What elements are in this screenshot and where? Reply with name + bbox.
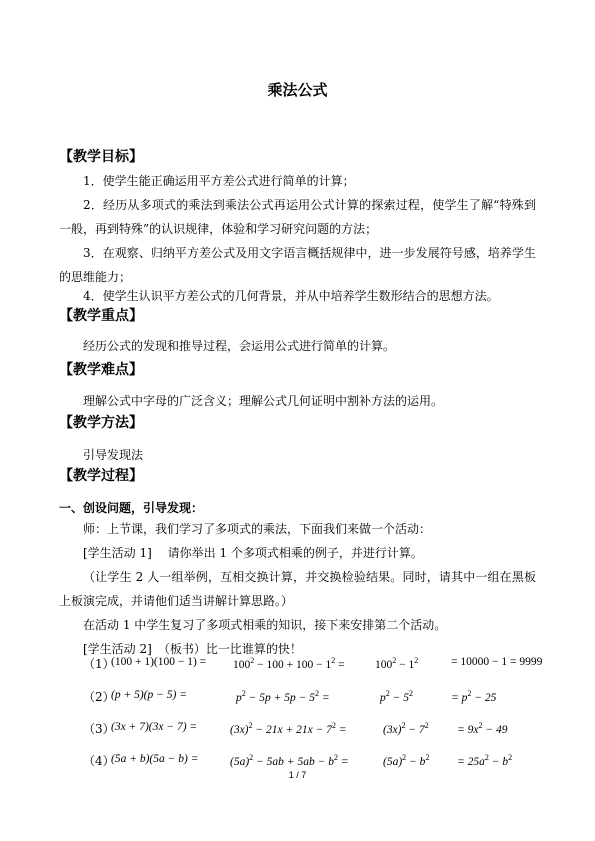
page-number: 1 / 7 [288,770,307,780]
process-para-3: （让学生 2 人一组举例，互相交换计算，并交换检验结果。同时，请其中一组在黑板上板演完成，并请他们适当讲解计算思路。） [59,570,536,608]
goal-1: 1．使学生能正确运用平方差公式进行简单的计算； [83,174,355,188]
equation-label-4: （4） [83,754,115,768]
equation-3-step1: $(3x)^2 - 21x + 21x - 7^2$ = [230,721,347,736]
equation-4-expr: (5a + b)(5a − b) = [111,753,199,765]
goal-2: 2．经历从多项式的乘法到乘法公式再运用公式计算的探索过程，使学生了解“特殊到一般，再到特殊”的认识规律，体验和学习研究问题的方法； [59,198,536,236]
process-para-4: 在活动 1 中学生复习了多项式相乘的知识，接下来安排第二个活动。 [83,618,447,632]
goal-3: 3．在观察、归纳平方差公式及用文字语言概括规律中，进一步发展符号感，培养学生的思维能力； [59,246,536,284]
section-heading-goals: 【教学目标】 [59,149,143,165]
equation-label-1: （1） [83,657,115,671]
equation-label-2: （2） [83,690,115,704]
equation-4-result: = $25a^2 - b^2$ [457,753,513,768]
process-step-1: 一、创设问题，引导发现： [59,501,204,515]
section-heading-key: 【教学重点】 [59,308,143,324]
equation-2-expr: (p + 5)(p − 5) = [111,689,187,701]
goal-4: 4．使学生认识平方差公式的几何背景，并从中培养学生数形结合的思想方法。 [83,289,499,303]
process-para-2: [学生活动 1] 请你举出 1 个多项式相乘的例子，并进行计算。 [83,546,423,560]
equation-3-result: = $9x^2 - 49$ [457,721,508,736]
method-text: 引导发现法 [83,448,144,462]
equation-1-expr: (100 + 1)(100 − 1) = [111,656,207,668]
process-para-1: 师：上节课，我们学习了多项式的乘法，下面我们来做一个活动： [83,522,432,536]
equation-2-step2: $p^2 - 5^2$ [380,689,414,704]
equation-1-result: = 10000 − 1 = 9999 [451,656,543,668]
difficult-text: 理解公式中字母的广泛含义；理解公式几何证明中割补方法的运用。 [83,394,444,408]
page-title: 乘法公式 [267,81,328,99]
process-para-5: [学生活动 2] （板书）比一比谁算的快！ [83,642,302,656]
section-heading-difficult: 【教学难点】 [59,362,143,378]
equation-1-step1: $100^2 - 100 + 100 - 1^2$ = [233,656,345,671]
equation-3-expr: (3x + 7)(3x − 7) = [111,721,198,733]
key-text: 经历公式的发现和推导过程，会运用公式进行简单的计算。 [83,339,396,353]
equation-4-step2: $(5a)^2 - b^2$ [383,753,430,768]
section-heading-process: 【教学过程】 [59,468,143,484]
equation-1-step2: $100^2 - 1^2$ [375,656,419,671]
equation-4-step1: $(5a)^2 - 5ab + 5ab - b^2$ = [230,753,349,768]
equation-3-step2: $(3x)^2 - 7^2$ [383,721,429,736]
equation-label-3: （3） [83,722,115,736]
section-heading-method: 【教学方法】 [59,415,143,431]
equation-2-step1: $p^2 - 5p + 5p - 5^2$ = [236,689,330,704]
equation-2-result: = $p^2 - 25$ [451,689,497,704]
